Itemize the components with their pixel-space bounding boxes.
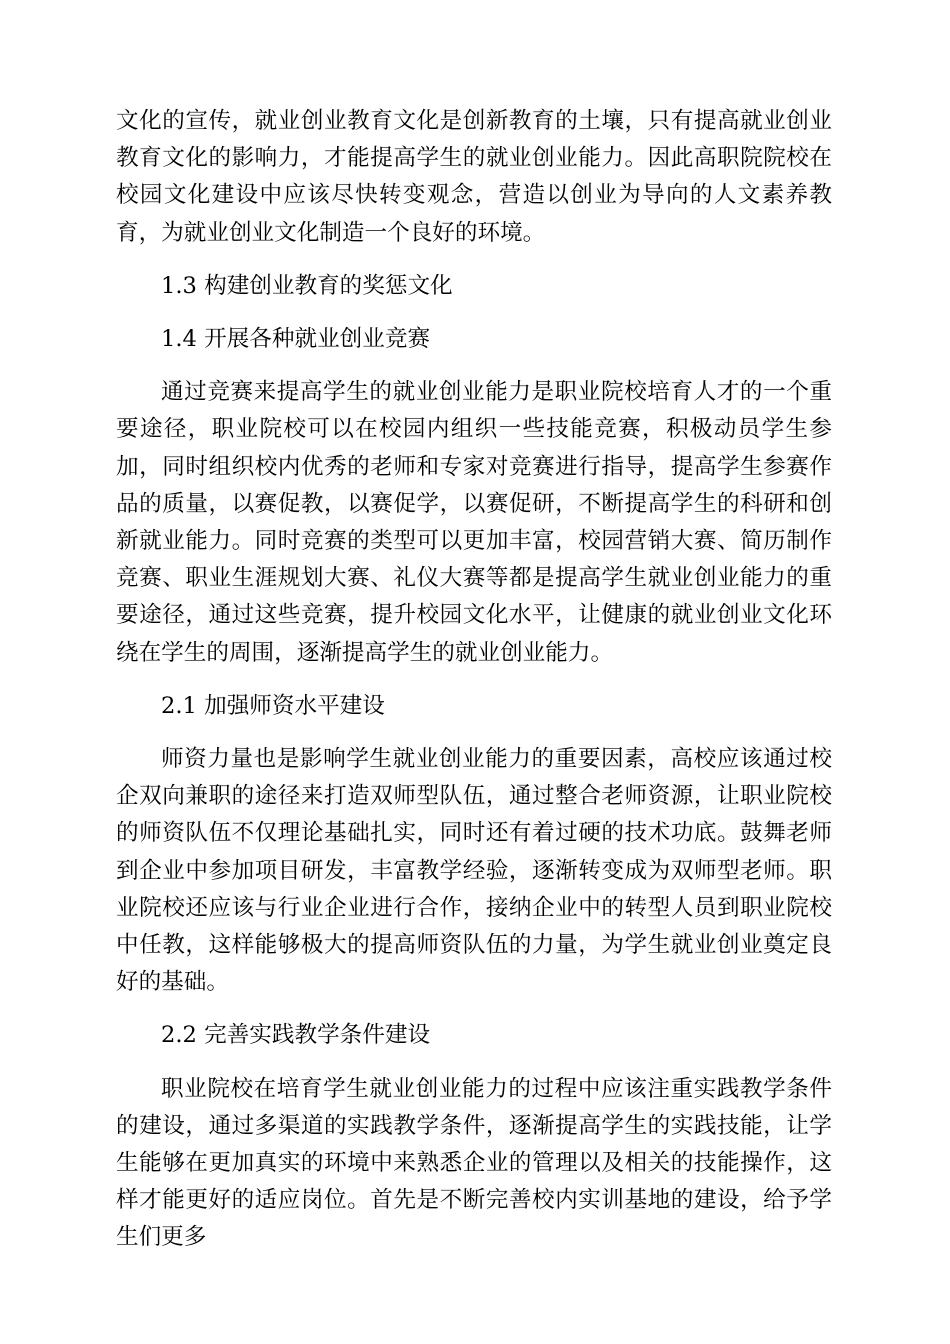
section-heading-2-1: 2.1 加强师资水平建设 xyxy=(161,692,385,719)
paragraph-practice-conditions: 职业院校在培育学生就业创业能力的过程中应该注重实践教学条件的建设，通过多渠道的实践教学条件，逐渐提高学生的实践技能，让学生能够在更加真实的环境中来熟悉企业的管理以及相关的技能操作，这样才能更好的适应岗位。首先是不断完善校内实训基地的建设，给予学生们更多 xyxy=(116,1075,832,1251)
paragraph-campus-culture: 文化的宣传，就业创业教育文化是创新教育的土壤，只有提高就业创业教育文化的影响力，才能提高学生的就业创业能力。因此高职院院校在校园文化建设中应该尽快转变观念，营造以创业为导向的人文素养教育，为就业创业文化制造一个良好的环境。 xyxy=(116,108,832,246)
paragraph-teaching-staff: 师资力量也是影响学生就业创业能力的重要因素，高校应该通过校企双向兼职的途径来打造双师型队伍，通过整合老师资源，让职业院校的师资队伍不仅理论基础扎实，同时还有着过硬的技术功底。鼓舞老师到企业中参加项目研发，丰富教学经验，逐渐转变成为双师型老师。职业院校还应该与行业企业进行合作，接纳企业中的转型人员到职业院校中任教，这样能够极大的提高师资队伍的力量，为学生就业创业奠定良好的基础。 xyxy=(116,746,832,996)
document-page xyxy=(116,103,832,1273)
section-heading-2-2: 2.2 完善实践教学条件建设 xyxy=(161,1022,431,1049)
section-heading-1-4: 1.4 开展各种就业创业竞赛 xyxy=(161,326,431,353)
section-heading-1-3: 1.3 构建创业教育的奖惩文化 xyxy=(161,272,453,299)
paragraph-competitions: 通过竞赛来提高学生的就业创业能力是职业院校培育人才的一个重要途径，职业院校可以在校园内组织一些技能竞赛，积极动员学生参加，同时组织校内优秀的老师和专家对竞赛进行指导，提高学生参赛作品的质量，以赛促教，以赛促学，以赛促研，不断提高学生的科研和创新就业能力。同时竞赛的类型可以更加丰富，校园营销大赛、简历制作竞赛、职业生涯规划大赛、礼仪大赛等都是提高学生就业创业能力的重要途径，通过这些竞赛，提升校园文化水平，让健康的就业创业文化环绕在学生的周围，逐渐提高学生的就业创业能力。 xyxy=(116,379,832,666)
